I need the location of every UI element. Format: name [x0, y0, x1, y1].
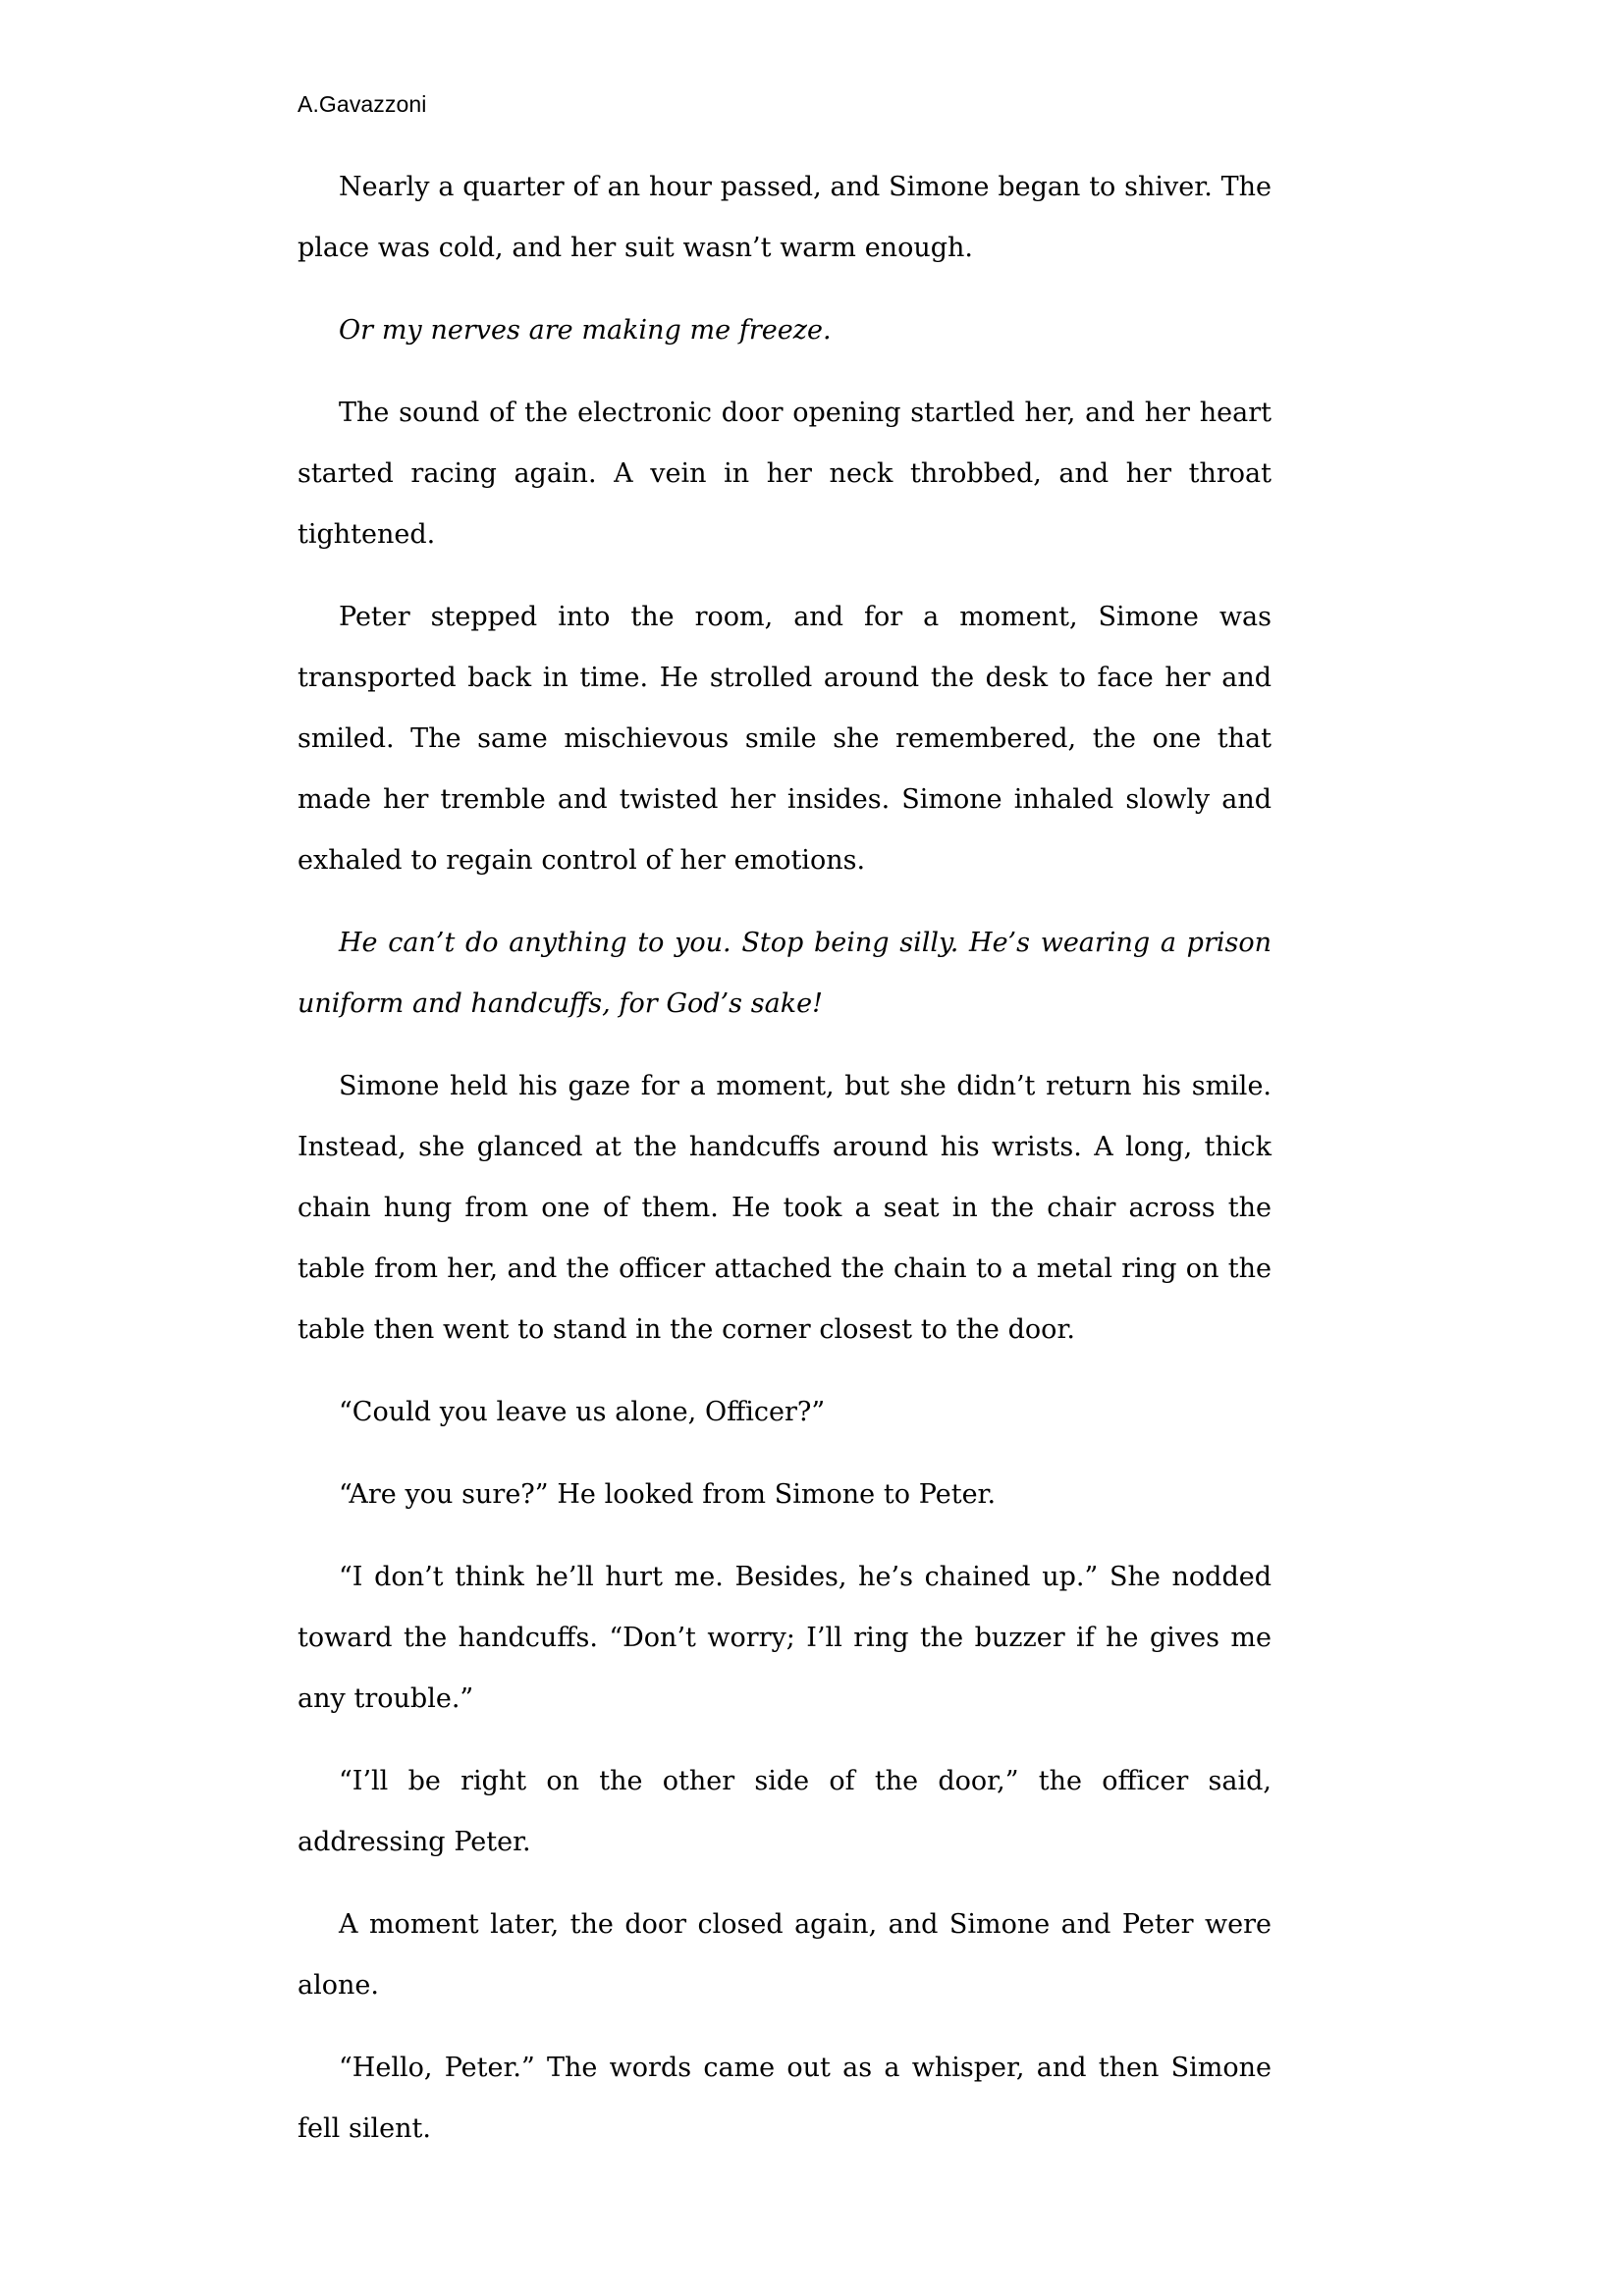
paragraph-11: A moment later, the door closed again, and Simone and Peter were alone. — [298, 1909, 1272, 2001]
body-text-block — [298, 157, 1272, 2160]
paragraph-3: The sound of the electronic door opening startled her, and her heart started racing again. A vein in her neck throbbed, and her throat tightened. — [298, 398, 1272, 550]
paragraph-5-inner-thought: He can’t do anything to you. Stop being silly. He’s wearing a prison uniform and handcuffs, for God’s sake! — [298, 928, 1272, 1019]
paragraph-7-dialogue: “Could you leave us alone, Officer?” — [339, 1397, 826, 1427]
paragraph-6: Simone held his gaze for a moment, but she didn’t return his smile. Instead, she glanced at the handcuffs around his wrists. A long, thick chain hung from one of them. He took a seat in the chair across the table from her, and the officer attached the chain to a metal ring on the table then went to stand in the corner closest to the door. — [298, 1071, 1272, 1345]
paragraph-4: Peter stepped into the room, and for a moment, Simone was transported back in time. He strolled around the desk to face her and smiled. The same mischievous smile she remembered, the one that made her tremble and twisted her insides. Simone inhaled slowly and exhaled to regain control of her emotions. — [298, 602, 1272, 876]
paragraph-9-dialogue: “I don’t think he’ll hurt me. Besides, he’s chained up.” She nodded toward the handcuffs. “Don’t worry; I’ll ring the buzzer if he gives me any trouble.” — [298, 1562, 1272, 1714]
running-head-author: A.Gavazzoni — [298, 91, 427, 117]
paragraph-10-dialogue: “I’ll be right on the other side of the door,” the officer said, addressing Peter. — [298, 1766, 1272, 1857]
paragraph-12-dialogue: “Hello, Peter.” The words came out as a whisper, and then Simone fell silent. — [298, 2053, 1272, 2144]
paragraph-2-inner-thought: Or my nerves are making me freeze. — [339, 315, 832, 346]
paragraph-8-dialogue: “Are you sure?” He looked from Simone to Peter. — [339, 1479, 997, 1510]
paragraph-1: Nearly a quarter of an hour passed, and Simone began to shiver. The place was cold, and her suit wasn’t warm enough. — [298, 172, 1272, 263]
